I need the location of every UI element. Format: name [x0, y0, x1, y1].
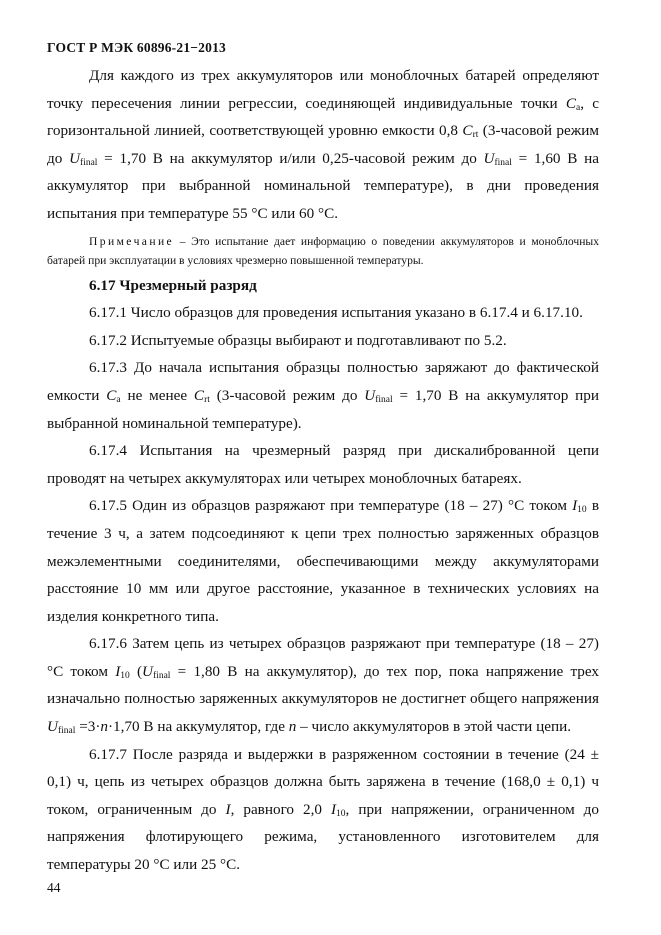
paragraph-6-17-7: 6.17.7 После разряда и выдержки в разряженном состоянии в течение (24 ± 0,1) ч, цепь из четырех образцов должна быть заряжена в течение (168,0 ± 0,1) ч током, ограниченным до I, равного 2,0 $I_{10}$, при напряжении, ограниченном до напряжения флотирующего режима, установленного изготовителем для температуры 20 °С или 25 °С.	[47, 745, 599, 874]
page-body	[47, 62, 599, 879]
paragraph-6-17-3: 6.17.3 До начала испытания образцы полностью заряжают до фактической емкости $C_a$ не менее $C_{rt}$ (3-часовой режим до $U_{final} = 1,70$ В на аккумулятор при выбранной номинальной температуре).	[47, 359, 599, 432]
paragraph-6-17-5: 6.17.5 Один из образцов разряжают при температуре (18 – 27) °С током $I_{10}$ в течение 3 ч, а затем подсоединяют к цепи трех полностью заряженных образцов межэлементными соединителями, обеспечивающими между аккумуляторами расстояние 10 мм или другое расстояние, указанное в технических условиях на изделия конкретного типа.	[47, 497, 600, 625]
note: Примечание – Это испытание дает информацию о поведении аккумуляторов и моноблочных батарей при эксплуатации в условиях чрезмерно повышенной температуры.	[47, 234, 599, 267]
paragraph-6-17-2: 6.17.2 Испытуемые образцы выбирают и подготавливают по 5.2.	[89, 331, 507, 349]
note-label: Примечание	[89, 234, 175, 248]
paragraph-intersection-point: Для каждого из трех аккумуляторов или моноблочных батарей определяют точку пересечения линии регрессии, соединяющей индивидуальные точки $C_a$, с горизонтальной линией, соответствующей уровню емкости 0,8 $C_{rt}$ (3-часовой режим до $U_{final} = 1,70$ В на аккумулятор и/или 0,25-часовой режим до $U_{final} = 1,60$ В на аккумулятор при выбранной номинальной температуре), в дни проведения испытания при температуре 55 °С или 60 °С.	[47, 67, 600, 222]
document-header: ГОСТ Р МЭК 60896-21−2013	[47, 40, 226, 55]
page-number: 44	[47, 880, 61, 895]
paragraph-6-17-6: 6.17.6 Затем цепь из четырех образцов разряжают при температуре (18 – 27) °С током $I_{10}$ ($U_{final} = 1,80$ В на аккумулятор), до тех пор, пока напряжение трех изначально полностью заряженных аккумуляторов не достигнет общего напряжения $U_{final} =3\cdot n\cdot 1,70$ В на аккумулятор, где n – число аккумуляторов в этой части цепи.	[47, 635, 600, 737]
paragraph-6-17-1: 6.17.1 Число образцов для проведения испытания указано в 6.17.4 и 6.17.10.	[89, 304, 583, 322]
section-heading-6-17: 6.17 Чрезмерный разряд	[89, 276, 257, 294]
paragraph-6-17-4: 6.17.4 Испытания на чрезмерный разряд при дискалиброванной цепи проводят на четырех аккумуляторах или четырех моноблочных батареях.	[47, 442, 599, 487]
